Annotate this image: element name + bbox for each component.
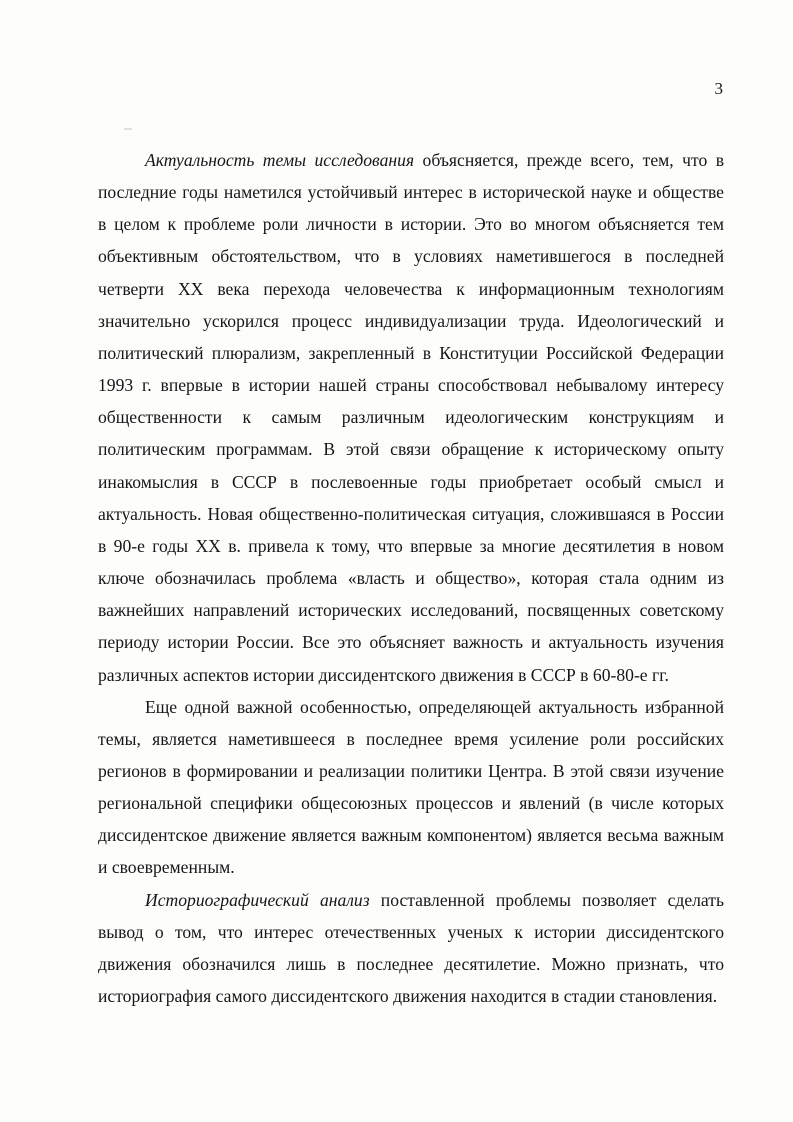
paragraph-text-regions: Еще одной важной особенностью, определяющей актуальность избранной темы, является наметившееся в последнее время усиление роли российских регионов в формировании и реализации политики Центра. В этой связи изучение региональной специфики общесоюзных процессов и явлений (в числе которых диссидентское движение является важным компонентом) является весьма важным и своевременным. [98, 696, 724, 878]
paragraph-lead-historiography: Историографический анализ [145, 889, 370, 910]
page-number: 3 [714, 79, 723, 98]
paragraph-text-historiography: поставленной проблемы позволяет сделать вывод о том, что интерес отечественных ученых к истории диссидентского движения обозначился лишь в последнее десятилетие. Можно признать, что историография самого диссидентского движения находится в стадии становления. [98, 889, 724, 1007]
document-body [98, 144, 724, 1012]
paragraph-regions [98, 691, 724, 884]
paragraph-relevance [98, 144, 724, 691]
paragraph-historiography [98, 884, 724, 1013]
paragraph-lead-relevance: Актуальность темы исследования [145, 150, 415, 170]
scan-artifact [124, 128, 132, 130]
paragraph-text-relevance: объясняется, прежде всего, тем, что в последние годы наметился устойчивый интерес в исторической науке и обществе в целом к проблеме роли личности в истории. Это во многом объясняется тем объективным обстоятельством, что в условиях наметившегося в последней четверти XX века перехода человечества к информационным технологиям значительно ускорился процесс индивидуализации труда. Идеологический и политический плюрализм, закрепленный в Конституции Российской Федерации 1993 г. впервые в истории нашей страны способствовал небывалому интересу общественности к самым различным идеологическим конструкциям и политическим программам. В этой связи обращение к историческому опыту инакомыслия в СССР в послевоенные годы приобретает особый смысл и актуальность. Новая общественно-политическая ситуация, сложившаяся в России в 90-е годы XX в. привела к тому, что впервые за многие десятилетия в новом ключе обозначилась проблема «власть и общество», которая стала одним из важнейших направлений исторических исследований, посвященных советскому периоду истории России. Все это объясняет важность и актуальность изучения различных аспектов истории диссидентского движения в СССР в 60-80-е гг. [98, 150, 725, 685]
